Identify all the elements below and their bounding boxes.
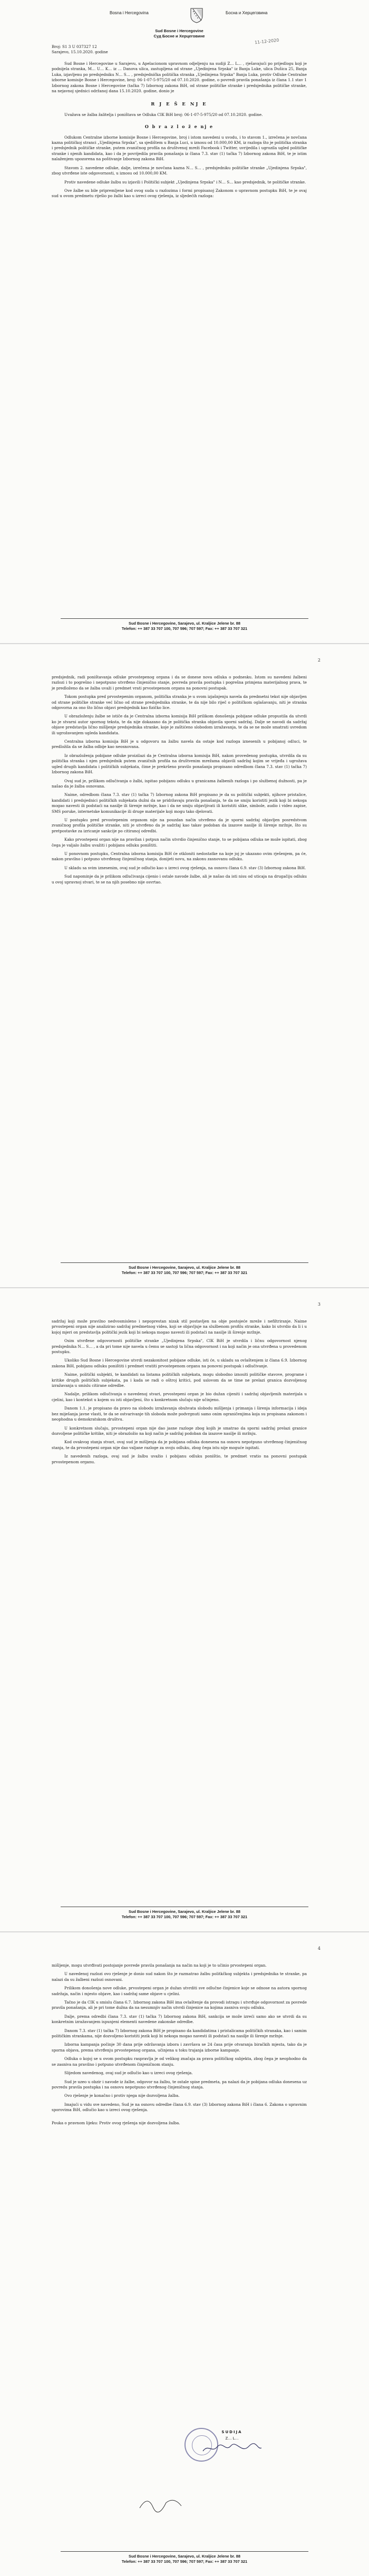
- body-paragraph: U postupku pred prvostepenim organom nije na pouzdan način utvrđeno da je sporni sadržaj objavljen posredstvom zvaničnog profila političke stranke, niti je utvrđeno da je sadržaj kao takav podoban da izazove nasilje ili širenje mržnje, što su pretpostavke za izricanje sankcije po citiranoj odredbi.: [52, 817, 307, 833]
- body-paragraph: Odluka o kojoj se u ovom postupku raspravlja je od velikog značaja za prava političkog subjekta, zbog čega je neophodno da se zasniva na pravilno i potpuno utvrđenom činjeničnom stanju.: [52, 2056, 307, 2067]
- page-footer: [0, 1907, 369, 1920]
- footer-address: Sud Bosne i Hercegovine, Sarajevo, ul. Kraljice Jelene br. 88: [129, 621, 240, 626]
- case-number: Broj: S1 3 U 037327 12: [52, 44, 97, 49]
- body-paragraph: Imajući u vidu sve navedeno, Sud je na osnovu odredbe člana 6.9. stav (3) Izbornog zakona BiH i člana 6. Zakona o upravnim sporovima BiH, odlučio kao u izreci ovog rješenja.: [52, 2102, 307, 2113]
- footer-address: Sud Bosne i Hercegovine, Sarajevo, ul. Kraljice Jelene br. 88: [129, 1909, 240, 1914]
- footer-address: Sud Bosne i Hercegovine, Sarajevo, ul. Kraljice Jelene br. 88: [129, 2554, 240, 2559]
- footer-phone: Telefon: ++ 387 33 707 100, 707 596; 707 597; Fax: ++ 387 33 707 321: [121, 2559, 248, 2564]
- body-paragraph: U ponovnom postupku, Centralna izborna komisija BiH će otkloniti nedostatke na koje joj je ukazano ovim rješenjem, pa će, nakon pravilno i potpuno utvrđenog činjeničnog stanja, donijeti novu, na zakonu zasnovanu odluku.: [52, 851, 307, 862]
- body-paragraph: Dalje, prema odredbi člana 7.3. stav (1) tačka 7) Izbornog zakona BiH, sankcija se može izreći samo ako se utvrdi da su konkretnim izražavanjem ispunjeni elementi navedene zakonske odredbe.: [52, 2014, 307, 2025]
- page-4-content: [52, 1963, 307, 2129]
- signature-name: Z… L…: [225, 2436, 239, 2441]
- page-number: 2: [317, 658, 321, 663]
- body-paragraph: Izborna kampanja počinje 30 dana prije održavanja izbora i završava se 24 časa prije otvaranja biračkih mjesta, tako da je sporna objava, prema utvrđenju prvostepenog organa, učinjena u toku trajanja izborne kampanje.: [52, 2042, 307, 2053]
- document-page-1: [0, 0, 369, 644]
- body-paragraph: Sud je uzeo u obzir i navode iz žalbe, odgovor na žalbu, te ostale spise predmeta, pa nalazi da je pobijana odluka donesena uz povredu pravila postupka i na osnovu nepotpuno utvrđenog činjeničnog stanja.: [52, 2079, 307, 2089]
- signature-block: [190, 2430, 274, 2456]
- letterhead: [52, 7, 307, 28]
- body-paragraph: Iz obrazloženja pobijane odluke proizilazi da je Centralna izborna komisija BiH, nakon provedenog postupka, utvrdila da su politička stranka i njen predsjednik putem zvaničnih profila na društvenim mrežama objavili sadržaj kojim se vrijeđa i ugrožava ugled drugih kandidata i političkih subjekata, čime je prekršeno pravilo ponašanja propisano odredbom člana 7.3. stav (1) tačka 7) Izbornog zakona BiH.: [52, 753, 307, 775]
- body-paragraph: Osim utvrđene odgovornosti političke stranke „Ujedinjena Srpska", CIK BiH je utvrdila i ličnu odgovornost njenog predsjednika N… S… , a da pri tome nije navela u čemu se sastoji ta lična odgovornost i na koji način je ona utvrđena u provedenom postupku.: [52, 1338, 307, 1355]
- body-paragraph: Kod ovakvog stanja stvari, ovaj sud je mišljenja da je pobijana odluka donesena na osnovu nepotpuno utvrđenog činjeničnog stanja, te da prvostepeni organ nije dao valjane razloge za svoju odluku, zbog čega istu nije moguće ispitati.: [52, 1440, 307, 1450]
- decision-title: R J E Š E NJ E: [151, 101, 208, 107]
- body-paragraph: Slijedom navedenog, ovaj sud je odlučio kao u izreci ovog rješenja.: [64, 2070, 193, 2076]
- body-paragraph: Kako prvostepeni organ nije na pravilan i potpun način utvrdio činjenično stanje, to se pobijana odluka ne može ispitati, zbog čega je valjalo žalbu uvažiti i pobijanu odluku poništiti.: [52, 837, 307, 848]
- body-paragraph: Iz navedenih razloga, ovaj sud je žalbu uvažio i pobijanu odluku poništio, te predmet vratio na ponovni postupak prvostepenom organu.: [52, 1454, 307, 1464]
- coat-of-arms-icon: [190, 7, 203, 23]
- body-paragraph: Prilikom donošenja nove odluke, prvostepeni organ je dužan utvrditi sve odlučne činjenice koje se odnose na autora spornog sadržaja, način i mjesto objave, kao i sadržaj same objave u cjelini.: [52, 1986, 307, 1996]
- document-page-2: [0, 644, 369, 1288]
- body-paragraph: Danom 1.1. je propisano da pravo na slobodu izražavanja obuhvata slobodu mišljenja i primanja i širenja informacija i ideja bez miješanja javne vlasti, te da se ostvarivanje tih sloboda može podvrgnuti samo onim ograničenjima koja su propisana zakonom i neophodna u demokratskom društvu.: [52, 1406, 307, 1422]
- handwritten-signature: [200, 2442, 264, 2455]
- footer-address: Sud Bosne i Hercegovine, Sarajevo, ul. Kraljice Jelene br. 88: [129, 1265, 240, 1270]
- court-name-latin: Sud Bosne i Hercegovine: [155, 28, 203, 33]
- page-footer: [0, 618, 369, 631]
- handwritten-initials: [137, 2492, 184, 2513]
- body-paragraph: sadržaj koji može pravilno nedvosmisleno i nepoprestan nizak stil postavljen na obje postojeće mreže i nefiltriranje. Naime prvostepeni organ nije analizirao sadržaj predmetnog videa, koji se objavljuje na službenom profilu stranke, kako bi utvrdio da li i u kojoj mjeri on predstavlja politički jezik koji bi nekoga mogao navesti ili podstaći na nasilje ili širenje mržnje.: [52, 1319, 307, 1335]
- decision-text: Uvažava se žalba žalitelja i poništava se Odluka CIK BiH broj: 06-1-07-5-975/20 od 07.10.2020. godine.: [64, 112, 263, 117]
- body-paragraph: Ukoliko Sud Bosne i Hercegovine utvrdi nezakonitost pobijane odluke, isti će, u skladu sa ovlaštenjem iz člana 6.9. Izbornog zakona BiH, pobijanu odluku poništiti i predmet vratiti prvostepenom organu na ponovni postupak i odlučivanje.: [52, 1358, 307, 1368]
- signature-title: SUDIJA: [221, 2430, 242, 2434]
- page-number: 4: [317, 1946, 321, 1951]
- country-name-cyrillic: Босна и Херцеговина: [226, 11, 268, 15]
- court-name-cyrillic: Суд Босне и Херцеговине: [153, 34, 205, 38]
- intro-paragraph: Sud Bosne i Hercegovine u Sarajevu, u Apelacionom upravnom odjeljenju na sudiji Z… L… , rješavajući po prijedlogu koji je podnijela stranka, M… U… K… iz … Danova ulica, zastupljena od strane „Ujedinjena Srpska" iz Banja Luke, ulica Dušica 25, Banja Luka, izjavljenu po predsjedniku N… S… , predsjednička politička stranka „Ujedinjena Srpska" Banja Luka, protiv Odluke Centralne izborne komisije Bosne i Hercegovine, broj: 06-1-07-5-975/20 od 07.10.2020. godine, o povredi pravila ponašanja iz člana 1.1 stav 1 Izbornog zakona Bosne i Hercegovine (tačka 7) Izbornog zakona BiH, od strane političke stranke i predsjednika političke stranke, na nejavnoj sjednici održanoj dana 15.10.2020. godine, donio je: [52, 61, 307, 94]
- body-paragraph: Naime, odredbom člana 7.3. stav (1) tačka 7) Izbornog zakona BiH propisano je da su politički subjekti, njihove pristalice, kandidati i predsjednici političkih subjekata dužni da se pridržavaju pravila ponašanja, te da ne smiju koristiti jezik koji bi nekoga mogao navesti ili podstaći na nasilje ili širenje mržnje, kao i da ne smiju objavljivati ili koristiti slike, simbole, audio i video zapise, SMS poruke, internetske komunikacije ili druge materijale koji mogu tako djelovati.: [52, 792, 307, 814]
- case-meta: [52, 44, 307, 55]
- body-paragraph: mišljenje, mogu utvrđivati postojanje povrede pravila ponašanja na način na koji je to učinio prvostepeni organ.: [52, 1963, 267, 1968]
- case-place-date: Sarajevo, 15.10.2020. godine: [52, 50, 108, 54]
- reasoning-paragraph: Stavom 2. navedene odluke, dalje, izrečena je novčana kazna N… S… , predsjedniku političke stranke „Ujedinjena Srpska", zbog utvrđene iste odgovornosti, u iznosu od 10.000,00 KM.: [52, 165, 307, 176]
- page-3-content: [52, 1319, 307, 1468]
- reasoning-title: O b r a z l o ž e nj e: [144, 124, 214, 130]
- document-page-3: [0, 1288, 369, 1932]
- body-paragraph: Tokom postupka pred prvostepenim organom, politička stranka je u svom izjašnjenju navela da predmetni tekst nije objavljen od strane političke stranke već lično od strane predsjednika stranke, te da nije bilo riječ o političkom oglašavanju, niti je stranka odgovorna za ono što lično objavi predsjednik kao fizičko lice.: [52, 694, 307, 711]
- body-paragraph: U obrazloženju žalbe se ističe da je Centralna izborna komisija BiH prilikom donošenja pobijane odluke propustila da utvrdi ko je stvarni autor spornog teksta, te da nije dokazano da je politička stranka objavila sporni sadržaj. Dalje se navodi da sadržaj objave predstavlja lično mišljenje predsjednika stranke, koje je zaštićeno slobodom izražavanja, te da se ne može smatrati uvredom ili ugrožavanjem ugleda kandidata.: [52, 714, 307, 735]
- body-paragraph: Ovo rješenje je konačno i protiv njega nije dozvoljena žalba.: [64, 2093, 180, 2098]
- legal-remedy-note: Pouka o pravnom lijeku: Protiv ovog rješenja nije dozvoljena žalba.: [52, 2120, 180, 2125]
- body-paragraph: U skladu sa svim iznesenim, ovaj sud je odlučio kao u izreci ovog rješenja, na osnovu člana 6.9. stav (3) Izbornog zakona BiH.: [64, 865, 306, 870]
- reasoning-paragraph: Odlukom Centralne izborne komisije Bosne i Hercegovine, broj i istom navedeni u uvodu, i to stavom 1., izrečena je novčana kazna političkoj stranci „Ujedinjena Srpska", sa sjedištem u Banja Luci, u iznosu od 10.000,00 KM, iz razloga što je politička stranka i predsjednik političke stranke, putem zvaničnog profila na društvenoj mreži Facebook i Twitter, uvrijedila i ugrozila ugled političke stranke i njenih kandidata, kao i da je povrijedila pravila ponašanja iz člana 7.3. stav (1) tačka 7) Izbornog zakona BiH, te je istim nalaženjem upozorena na poštivanje Izbornog zakona BiH.: [52, 134, 307, 162]
- page-1-content: [52, 7, 307, 202]
- page-2-content: [52, 675, 307, 888]
- body-paragraph: Naime, politički subjekti, te kandidati na listama političkih subjekata, mogu slobodno iznositi političke stavove, programe i kritike drugih političkih subjekata, pa i kada se radi o oštroj kritici, pod uslovom da se time ne prelazi granica dozvoljenog izražavanja u smislu citirane odredbe.: [52, 1372, 307, 1388]
- body-paragraph: predsjednik, radi poništavanja odluke prvostepenog organa i da se donese nova odluka o podnesku. Istom su navedeni žalbeni razlozi i to pogrešno i nepotpuno utvrđeno činjenično stanje, povreda pravila postupka i pogrešna primjena materijalnog prava, te je predloženo da se žalba uvaži i predmet vrati prvostepenom organu na ponovni postupak.: [52, 675, 307, 691]
- page-footer: [0, 2551, 369, 2564]
- body-paragraph: Centralna izborna komisija BiH je u odgovoru na žalbu navela da ostaje kod razloga iznesenih u pobijanoj odluci, te predložila da se žalba odbije kao neosnovana.: [52, 739, 307, 750]
- body-paragraph: Nadalje, prilikom odlučivanja o navedenoj stvari, prvostepeni organ je bio dužan cijeniti i sadržaj objavljenih materijala u cjelini, kao i kontekst u kojem su isti objavljeni, što u konkretnom slučaju nije učinjeno.: [52, 1392, 307, 1402]
- footer-phone: Telefon: ++ 387 33 707 100, 707 596; 707 597; Fax: ++ 387 33 707 321: [121, 626, 248, 631]
- footer-phone: Telefon: ++ 387 33 707 100, 707 596; 707 597; Fax: ++ 387 33 707 321: [121, 1270, 248, 1275]
- reasoning-paragraph: Protiv navedene odluke žalbu su izjavili i Politički subjekt „Ujedinjena Srpska" i N… S… kao predsjednik, te političke stranke.: [64, 179, 306, 184]
- page-footer: [0, 1262, 369, 1276]
- body-paragraph: Sud napominje da je prilikom odlučivanja cijenio i ostale navode žalbe, ali je našao da isti nisu od uticaja na drugačiju odluku u ovoj upravnoj stvari, te se na njih posebno nije osvrtao.: [52, 874, 307, 884]
- body-paragraph: Ovaj sud je, prilikom odlučivanja o žalbi, ispitao pobijanu odluku u granicama žalbenih razloga i po službenoj dužnosti, pa je našao da je žalba osnovana.: [52, 778, 307, 789]
- body-paragraph: U navedenoj razlozi ovo rješenje je donio sud nakon što je razmatrao žalbu politkčkog subjekta i predsjednika te stranke, pa nalazi da su žalbeni razlozi osnovani.: [52, 1971, 307, 1982]
- country-name-latin: Bosna i Hercegovina: [110, 11, 149, 15]
- reasoning-paragraph: Ove žalbe su bile pripremljene kod ovog suda u razlozima i formi propisanoj Zakonom o upravnom postupku BiH, te je ovaj sud u ovom predmetu riješio po žalbi kao u izreci ovog rješenja, iz sljedećih razloga:: [52, 188, 307, 199]
- body-paragraph: Danom 7.3. stav (1) tačka 7) Izbornog zakona BiH je propisano da kandidatima i pristalicama političkih stranaka, kao i samim političkim strankama, nije dozvoljeno koristiti jezik koji bi nekoga mogao navesti ili podstaći na nasilje ili širenje mržnje.: [52, 2028, 307, 2039]
- body-paragraph: Tačno je da CIK u smislu člana 6.7. Izbornog zakona BiH ima ovlaštenje da provodi istragu i utvrđuje odgovornost za povrede pravila ponašanja, ali je pri tome dužna da na nesumnjiv način utvrdi činjenice na kojima zasniva svoju odluku.: [52, 2000, 307, 2010]
- document-page-4: [0, 1932, 369, 2576]
- body-paragraph: U konkretnom slučaju, prvostepeni organ nije dao jasne razloge zbog kojih je smatrao da sporni sadržaj prelazi granice dozvoljene političke kritike, niti je obrazložio na koji način je sadržaj podoban da izazove nasilje ili mržnju.: [52, 1425, 307, 1436]
- page-number: 3: [317, 1302, 321, 1307]
- footer-phone: Telefon: ++ 387 33 707 100, 707 596; 707 597; Fax: ++ 387 33 707 321: [121, 1914, 248, 1919]
- received-stamp: 11-12-2020: [254, 37, 279, 45]
